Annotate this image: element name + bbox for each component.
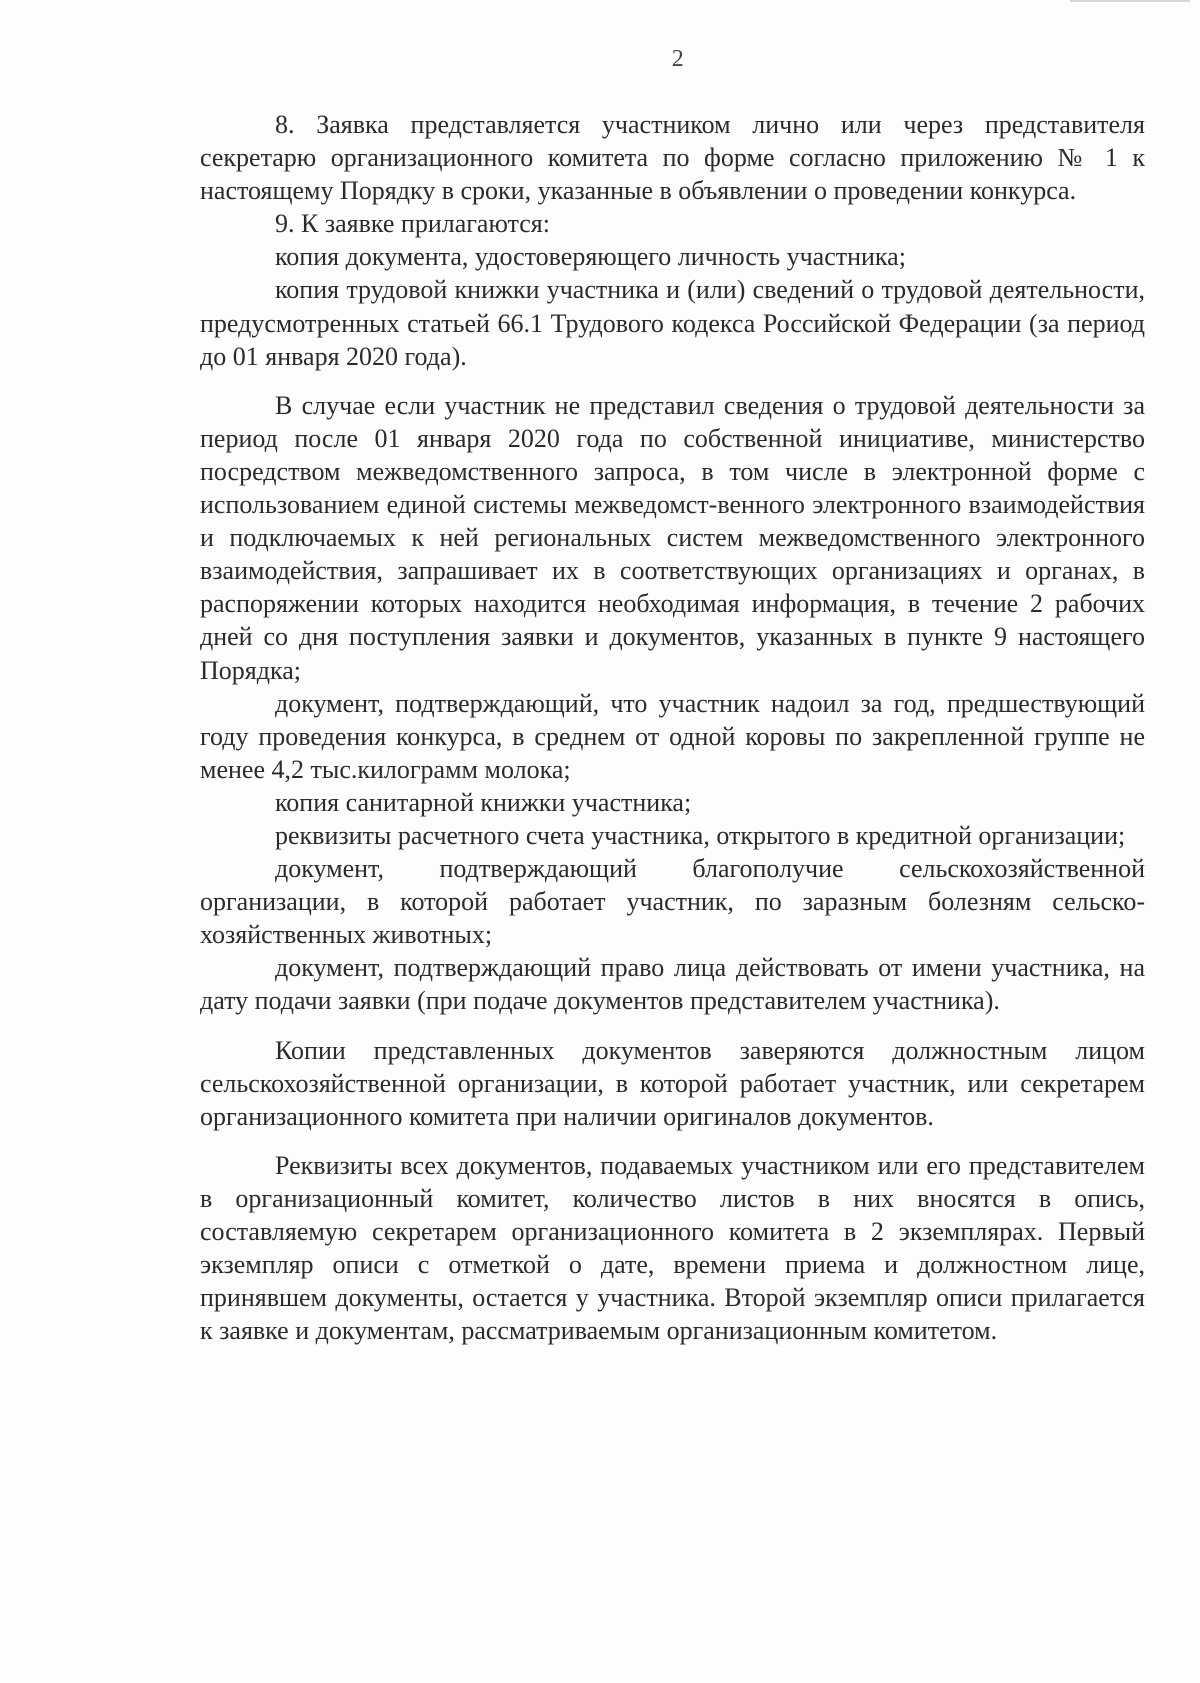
paragraph-copies-certification: Копии представленных документов заверяются должностным лицом сельскохозяйственной организации, в которой работает участник, или секретарем организационного комитета при наличии оригиналов документов. [200, 1035, 1145, 1131]
paragraph-inventory: Реквизиты всех документов, подаваемых участником или его представителем в организационный комитет, количество листов в них вносятся в опись, составляемую секретарем организационного комитета в 2 экземплярах. Первый экземпляр описи с отметкой о дате, времени приема и должностном лице, принявшем документы, остается у участника. Второй экземпляр описи прилагается к заявке и документам, рассматриваемым организационным комитетом. [200, 1150, 1145, 1346]
scan-edge-mark [1070, 0, 1190, 2]
paragraph-application-submission: 8. Заявка представляется участником лично или через представителя секретарю организационного комитета по форме согласно приложению № 1 к настоящему Порядку в сроки, указанные в объявлении о проведении конкурса. [200, 110, 1145, 206]
paragraph-attachments-heading: 9. К заявке прилагаются: [275, 209, 550, 239]
page-number: 2 [671, 46, 685, 72]
paragraph-milk-yield-document: документ, подтверждающий, что участник надоил за год, предшествующий году проведения конкурса, в среднем от одной коровы по закрепленной группе не менее 4,2 тыс.килограмм молока; [200, 688, 1145, 784]
paragraph-identity-document: копия документа, удостоверяющего личность участника; [275, 242, 906, 272]
paragraph-representative-authority: документ, подтверждающий право лица действовать от имени участника, на дату подачи заявки (при подаче документов представителем участника). [200, 953, 1145, 1016]
paragraph-work-record: копия трудовой книжки участника и (или) сведений о трудовой деятельности, предусмотренных статьей 66.1 Трудового кодекса Российской Федерации (за период до 01 января 2020 года). [200, 275, 1145, 371]
paragraph-sanitary-book: копия санитарной книжки участника; [275, 787, 692, 817]
paragraph-interagency-request: В случае если участник не представил сведения о трудовой деятельности за период после 01 января 2020 года по собственной инициативе, министерство посредством межведомственного запроса, в том числе в электронной форме с использованием единой системы межведомст-венного электронного взаимодействия и подключаемых к ней региональных систем межведомственного электронного взаимодействия, запрашивает их в соответствующих организациях и органах, в распоряжении которых находится необходимая информация, в течение 2 рабочих дней со дня поступления заявки и документов, указанных в пункте 9 настоящего Порядка; [200, 390, 1145, 685]
paragraph-bank-details: реквизиты расчетного счета участника, открытого в кредитной организации; [275, 820, 1126, 850]
paragraph-animal-health-document: документ, подтверждающий благополучие сельскохозяйственной организации, в которой работает участник, по заразным болезням сельско-хозяйственных животных; [200, 854, 1145, 950]
document-body [200, 108, 1145, 1347]
